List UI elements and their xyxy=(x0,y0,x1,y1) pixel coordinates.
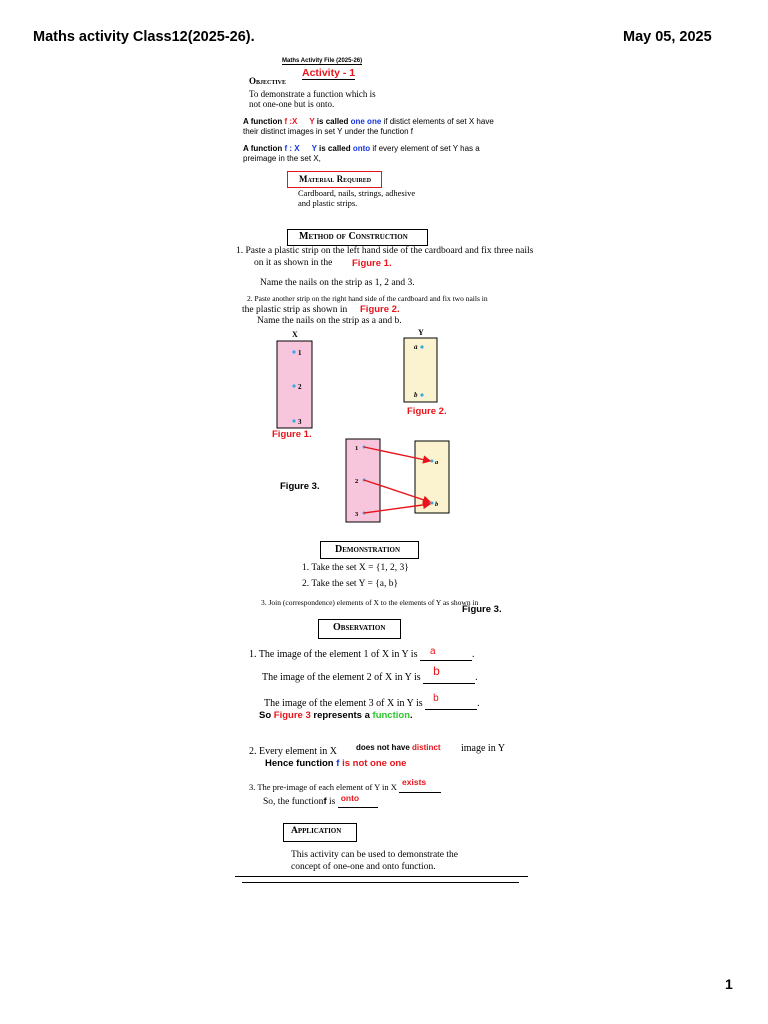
does-not-have: does not have distinct xyxy=(356,743,441,752)
fig3-nail-a xyxy=(431,460,434,463)
obs3-answer: b xyxy=(433,693,439,704)
application-line1: This activity can be used to demonstrate the xyxy=(291,850,458,860)
nail-b xyxy=(420,393,423,396)
figure3-caption: Figure 3. xyxy=(280,481,320,492)
objective-line2: not one-one but is onto. xyxy=(249,99,335,109)
method2-line2: the plastic strip as shown in xyxy=(242,305,348,315)
obs1-answer: a xyxy=(429,646,436,657)
method2-line1: 2. Paste another strip on the right hand side of the cardboard and fix two nails in xyxy=(247,294,488,303)
application-line2: concept of one-one and onto function. xyxy=(291,862,436,872)
nail-1 xyxy=(292,350,295,353)
set-y-label: Y xyxy=(418,328,424,337)
nail-3 xyxy=(292,419,295,422)
objective-heading: Objective xyxy=(249,76,287,86)
nail-a xyxy=(420,345,423,348)
image-in-y: image in Y xyxy=(461,743,506,754)
figure2-caption: Figure 2. xyxy=(407,406,447,417)
obs1: 1. The image of the element 1 of X in Y is a . xyxy=(249,646,475,660)
figures-1-2 xyxy=(270,325,460,440)
obs3: The image of the element 3 of X in Y is b . xyxy=(264,693,480,709)
obs2: The image of the element 2 of X in Y is b . xyxy=(262,664,478,683)
strip-y xyxy=(404,338,437,402)
hence-statement: Hence function f is not one one xyxy=(265,758,407,769)
so-function-answer: onto xyxy=(340,793,360,803)
divider-rule-1 xyxy=(235,876,528,877)
definition-one-one: A function f :X Y is called one one if distict elements of set X have xyxy=(243,117,494,126)
fig3-nail-b xyxy=(431,502,434,505)
header-title: Maths activity Class12(2025-26). xyxy=(33,29,255,45)
page-number: 1 xyxy=(725,976,733,992)
nail-2 xyxy=(292,384,295,387)
demo-line1: 1. Take the set X = {1, 2, 3} xyxy=(302,563,409,573)
nail-1-label: 1 xyxy=(298,349,302,357)
fig3-nail-1-label: 1 xyxy=(355,445,359,452)
fig3-nail-b-label: b xyxy=(435,501,439,508)
observation-heading: Observation xyxy=(333,622,386,633)
demo-line2: 2. Take the set Y = {a, b} xyxy=(302,579,399,589)
demo-figure-ref: Figure 3. xyxy=(462,604,502,615)
so-statement: So Figure 3 represents a function. xyxy=(259,710,413,721)
method-heading: Method of Construction xyxy=(299,231,408,242)
set-x-label: X xyxy=(292,330,298,339)
nail-2-label: 2 xyxy=(298,383,302,391)
method1-line3: Name the nails on the strip as 1, 2 and 3. xyxy=(260,278,415,288)
fig3-nail-a-label: a xyxy=(435,459,439,466)
figure1-caption: Figure 1. xyxy=(272,429,312,440)
definition-onto: A function f : X Y is called onto if every element of set Y has a xyxy=(243,144,480,153)
preimage-answer: exists xyxy=(402,777,427,787)
nail-a-label: a xyxy=(414,343,418,351)
method2-figure-ref: Figure 2. xyxy=(360,304,400,315)
nail-3-label: 3 xyxy=(298,418,302,426)
demo-heading: Demonstration xyxy=(335,544,401,555)
activity-title: Activity - 1 xyxy=(302,67,356,79)
file-title: Maths Activity File (2025-26) xyxy=(282,58,363,64)
material-heading: Material Required xyxy=(299,174,372,184)
method1-figure-ref: Figure 1. xyxy=(352,258,392,269)
preimage: 3. The pre-image of each element of Y in X exists xyxy=(249,782,441,793)
method2-line3: Name the nails on the strip as a and b. xyxy=(257,316,402,326)
nail-b-label: b xyxy=(414,391,418,399)
method1-line1: 1. Paste a plastic strip on the left hand side of the cardboard and fix three nails xyxy=(236,246,534,256)
obs2-answer: b xyxy=(433,664,440,678)
application-heading: Application xyxy=(291,826,342,836)
method1-line2: on it as shown in the xyxy=(254,258,333,268)
so-function: So, the functionf is onto xyxy=(263,796,378,808)
fig3-nail-2-label: 2 xyxy=(355,478,359,485)
every-element: 2. Every element in X xyxy=(249,746,338,757)
material-line2: and plastic strips. xyxy=(298,198,358,208)
definition-one-one-line2: their distinct images in set Y under the function f xyxy=(243,127,414,136)
divider-rule-2 xyxy=(242,882,519,883)
header-date: May 05, 2025 xyxy=(623,29,712,45)
definition-onto-line2: preimage in the set X, xyxy=(243,154,321,163)
figure-3-mapping xyxy=(340,436,460,528)
demo-line3: 3. Join (correspondence) elements of X to the elements of Y as shown in xyxy=(261,598,479,607)
fig3-nail-3-label: 3 xyxy=(355,511,359,518)
material-line1: Cardboard, nails, strings, adhesive xyxy=(298,188,416,198)
objective-line1: To demonstrate a function which is xyxy=(249,89,376,99)
